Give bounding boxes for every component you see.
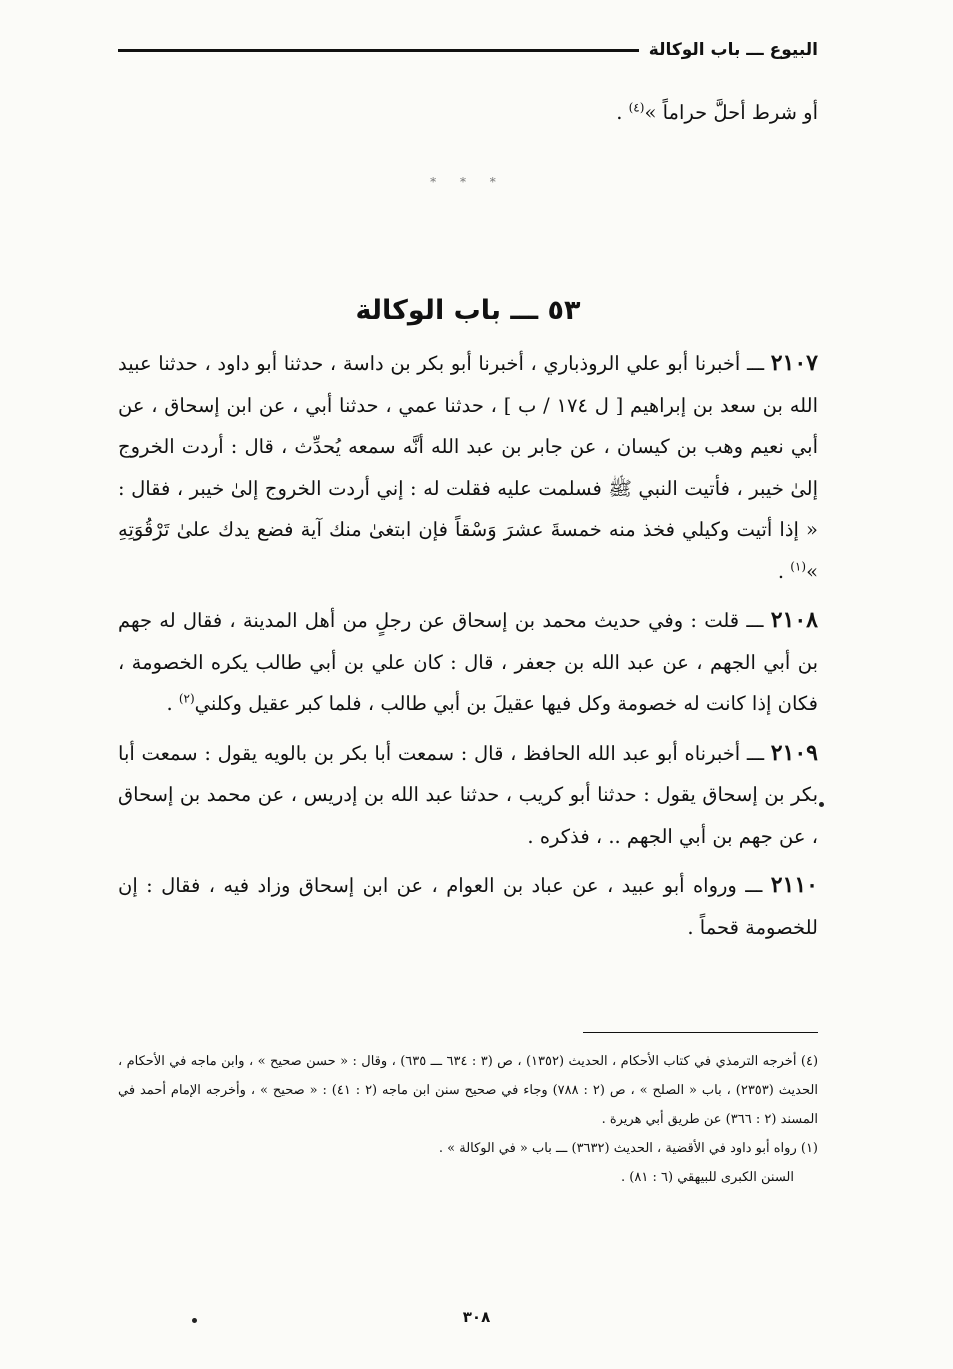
page-number: ٣٠٨	[462, 1308, 491, 1326]
running-header	[118, 40, 818, 60]
hadith-text: ـــ أخبرنا أبو علي الروذباري ، أخبرنا أبو بكر بن داسة ، حدثنا أبو داود ، حدثنا عبيد الله بن سعد بن إبراهيم [ ل ١٧٤ / ب ] ، حدثنا عمي ، حدثنا أبي ، عن ابن إسحاق ، عن أبي نعيم وهب بن كيسان ، عن جابر بن عبد الله أنَّه سمعه يُحدِّث ، قال : أردت الخروج إلىٰ خيبر ، فأتيت النبي ﷺ فسلمت عليه فقلت له : إني أردت الخروج إلىٰ خيبر ، فقال : « إذا أتيت وكيلي فخذ منه خمسةَ عشرَ وَسْقاً فإن ابتغىٰ منك آية فضع يدك علىٰ تَرْقُوَتِهِ »	[118, 352, 818, 583]
print-speck	[192, 1318, 197, 1323]
footnote: (١) رواه أبو داود في الأقضية ، الحديث (٣٦٣٢) ـــ باب « في الوكالة » .	[438, 1141, 818, 1156]
main-text	[118, 92, 818, 948]
hadith-text: ـــ ورواه أبو عبيد ، عن عباد بن العوام ، عن ابن إسحاق وزاد فيه ، فقال : إن للخصومة قحماً .	[118, 874, 818, 939]
footnote: (٤) أخرجه الترمذي في كتاب الأحكام ، الحديث (١٣٥٢) ، ص (٣ : ٦٣٤ ـــ ٦٣٥) ، وقال : « حسن صحيح » ، وابن ماجه في الأحكام ، الحديث (٢٣٥٣) ، باب « الصلح » ، ص (٢ : ٧٨٨) وجاء في صحيح سنن ابن ماجه (٢ : ٤١) : « صحيح » ، وأخرجه الإمام أحمد في المسند (٢ : ٣٦٦) عن طريق أبي هريرة .	[118, 1054, 819, 1127]
footnote-rule	[583, 1032, 818, 1033]
hadith-text: ـــ قلت : وفي حديث محمد بن إسحاق عن رجلٍ من أهل المدينة ، فقال له جهم بن أبي الجهم ، عن عبد الله بن جعفر ، قال : كان علي بن أبي طالب يكره الخصومة ، فكان إذا كانت له خصومة وكل فيها عقيلَ بن أبي طالب ، فلما كبر عقيل وكلني	[118, 609, 818, 715]
hadith-number: ٢١١٠	[770, 872, 818, 898]
continuation-line	[118, 92, 818, 134]
header-title: البيوع ـــ باب الوكالة	[648, 40, 818, 60]
hadith-end: .	[166, 692, 179, 715]
hadith-paragraph	[118, 600, 818, 725]
hadith-paragraph	[118, 733, 818, 858]
hadith-number: ٢١٠٩	[770, 739, 818, 766]
hadith-text: ـــ أخبرناه أبو عبد الله الحافظ ، قال : سمعت أبا بكر بن بالويه يقول : سمعت أبا بكر بن إسحاق يقول : حدثنا أبو كريب ، حدثنا عبد الله بن إدريس ، عن محمد بن إسحاق ، عن جهم بن أبي الجهم .. ، فذكره .	[118, 741, 818, 848]
separator-stars: * * *	[430, 174, 506, 189]
continuation-text: أو شرط أحلَّ حراماً »	[644, 101, 818, 124]
hadith-paragraph	[118, 343, 818, 592]
footnote-ref: (١)	[790, 559, 807, 573]
hadith-number: ٢١٠٧	[770, 350, 818, 376]
footnotes	[118, 1032, 818, 1192]
hadith-number: ٢١٠٨	[770, 607, 818, 633]
header-rule	[118, 49, 639, 52]
section-title: ٥٣ ـــ باب الوكالة	[355, 295, 581, 326]
footnote-ref: (٤)	[628, 100, 645, 115]
footnote-continuation: السنن الكبرى للبيهقي (٦ : ٨١) .	[621, 1170, 794, 1185]
print-speck	[819, 802, 824, 807]
continuation-end: .	[616, 101, 629, 124]
hadith-paragraph	[118, 865, 818, 948]
hadith-end: .	[777, 559, 791, 583]
footnote-ref: (٢)	[178, 691, 195, 706]
